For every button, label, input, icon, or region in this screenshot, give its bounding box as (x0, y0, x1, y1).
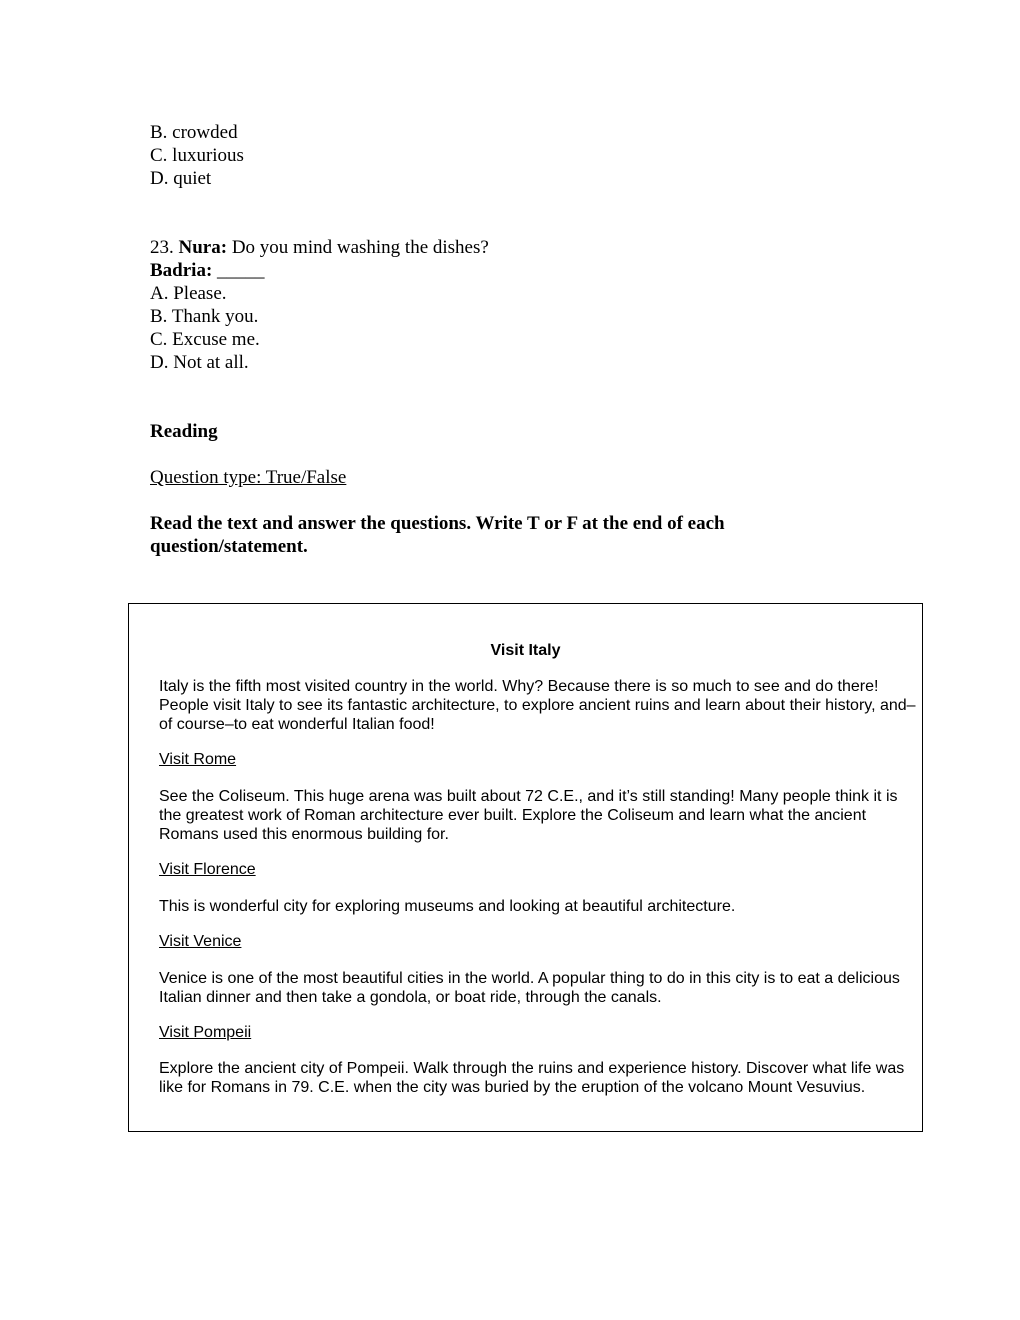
section-heading-florence: Visit Florence (159, 861, 256, 878)
section-text-florence: This is wonderful city for exploring museums and looking at beautiful architecture. (159, 898, 736, 915)
option-c-luxurious: C. luxurious (150, 145, 244, 166)
section-heading-rome: Visit Rome (159, 751, 237, 768)
speaker-badria: Badria: (150, 260, 213, 281)
section-text-rome: See the Coliseum. This huge arena was built about 72 C.E., and it’s still standing! Many people think it is the greatest work of Roman architecture ever built. Explore the Coliseum and learn what the ancient Romans used this enormous building for. (159, 788, 898, 843)
option-b-crowded: B. crowded (150, 122, 238, 143)
question-number: 23. (150, 237, 174, 258)
reading-passage-box (128, 603, 923, 1132)
question-23-response (150, 259, 265, 282)
question-23-prompt (150, 236, 489, 259)
section-text-pompeii: Explore the ancient city of Pompeii. Walk through the ruins and experience history. Discover what life was like for Romans in 79. C.E. when the city was buried by the eruption of the volcano Mount Vesuvius. (159, 1060, 905, 1096)
option-b: B. Thank you. (150, 306, 259, 327)
answer-blank: _____ (217, 260, 265, 281)
section-text-venice: Venice is one of the most beautiful cities in the world. A popular thing to do in this city is to eat a delicious Italian dinner and then take a gondola, or boat ride, through the canals. (159, 970, 900, 1006)
passage-intro: Italy is the fifth most visited country in the world. Why? Because there is so much to see and do there! People visit Italy to see its fantastic architecture, to explore ancient ruins and learn about their history, and–of course–to eat wonderful Italian food! (159, 678, 916, 733)
option-c: C. Excuse me. (150, 329, 260, 350)
speaker-nura: Nura: (178, 237, 228, 258)
instructions-line-2: question/statement. (150, 536, 308, 557)
instructions-line-1: Read the text and answer the questions. Write T or F at the end of each (150, 513, 725, 534)
section-heading-pompeii: Visit Pompeii (159, 1024, 252, 1041)
option-d-quiet: D. quiet (150, 168, 212, 189)
option-a: A. Please. (150, 283, 227, 304)
question-type: Question type: True/False (150, 467, 347, 488)
reading-heading: Reading (150, 421, 218, 442)
option-d: D. Not at all. (150, 352, 249, 373)
question-23-line: Do you mind washing the dishes? (231, 237, 489, 258)
section-heading-venice: Visit Venice (159, 933, 242, 950)
passage-title: Visit Italy (490, 642, 561, 659)
